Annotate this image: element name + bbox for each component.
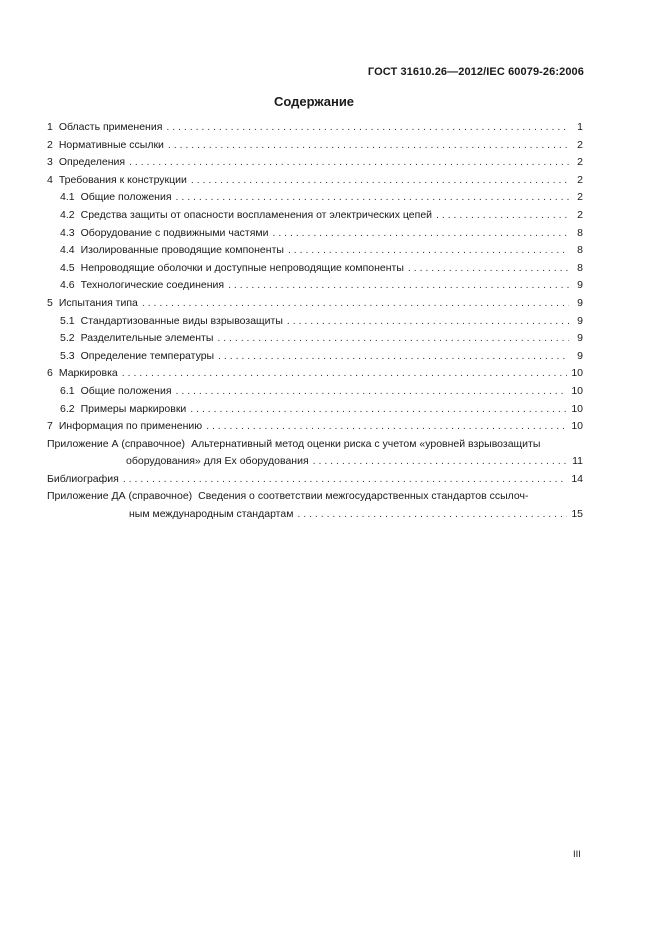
toc-entry-number: 1 <box>47 121 53 133</box>
toc-entry-title: Определение температуры <box>80 349 215 362</box>
toc-entry-page: 8 <box>577 226 583 239</box>
toc-entry-number: 5.3 <box>60 349 75 362</box>
toc-entry-number: 5 <box>47 296 53 309</box>
appendix-a-title-line2: оборудования» для Ex оборудования <box>126 455 309 468</box>
toc-leader-dots <box>123 473 567 485</box>
toc-leader-dots <box>168 139 569 151</box>
toc-leader-dots <box>218 350 569 362</box>
toc-leader-dots <box>190 403 567 415</box>
toc-entry-title: Технологические соединения <box>80 279 225 292</box>
toc-appendix-da[interactable] <box>47 490 583 525</box>
toc-leader-dots <box>217 332 569 344</box>
toc-entry-number: 4.1 <box>60 191 75 204</box>
toc-entry-title: Нормативные ссылки <box>58 138 164 151</box>
toc-entry[interactable] <box>47 227 583 245</box>
toc-entry-title: Область применения <box>58 121 163 133</box>
toc-entry[interactable] <box>47 367 583 385</box>
toc-entry[interactable] <box>47 121 583 139</box>
toc-entry-title: Разделительные элементы <box>80 332 214 345</box>
toc-entry-number: 6.1 <box>60 384 75 397</box>
toc-entry-page: 10 <box>571 367 583 380</box>
toc-entry-number: 6.2 <box>60 402 75 415</box>
appendix-da-title-line2: ным международным стандартам <box>129 508 294 521</box>
toc-entry-page: 9 <box>577 349 583 362</box>
toc-leader-dots <box>288 244 569 256</box>
toc-entry-title: Непроводящие оболочки и доступные непроводящие компоненты <box>80 261 404 274</box>
toc-leader-dots <box>122 367 568 379</box>
toc-entry[interactable] <box>47 209 583 227</box>
toc-entry-page: 9 <box>577 332 583 345</box>
toc-entry[interactable] <box>47 350 583 368</box>
toc-entry-page: 10 <box>571 402 583 415</box>
toc-entry-title: Стандартизованные виды взрывозащиты <box>80 314 283 327</box>
toc-entry-page: 10 <box>571 384 583 397</box>
toc-entry-page: 10 <box>571 420 583 433</box>
toc-leader-dots <box>142 297 569 309</box>
toc-leader-dots <box>191 174 569 186</box>
toc-entry[interactable] <box>47 139 583 157</box>
bibliography-label: Библиография <box>47 472 119 485</box>
toc-entry-page: 2 <box>577 191 583 204</box>
toc-entry-title: Средства защиты от опасности воспламенения от электрических цепей <box>80 208 433 221</box>
toc-appendix-a[interactable] <box>47 438 583 473</box>
toc-entry[interactable] <box>47 403 583 421</box>
toc-entry-number: 5.2 <box>60 332 75 345</box>
toc-entry-title: Определения <box>58 156 126 169</box>
toc-entry-page: 2 <box>577 138 583 151</box>
toc-entry-page: 8 <box>577 261 583 274</box>
toc-entry[interactable] <box>47 315 583 333</box>
toc-entry-number: 4.2 <box>60 208 75 221</box>
toc-entry-title: Испытания типа <box>58 296 138 309</box>
toc-leader-dots <box>228 279 569 291</box>
toc-entry-number: 4.6 <box>60 279 75 292</box>
appendix-a-title-line1: Альтернативный метод оценки риска с учетом «уровней взрывозащиты <box>191 437 541 450</box>
appendix-a-label: Приложение А (справочное) <box>47 437 186 450</box>
toc-entry[interactable] <box>47 174 583 192</box>
toc-entry-page: 2 <box>577 173 583 186</box>
toc-leader-dots <box>272 227 569 239</box>
toc-entry-title: Примеры маркировки <box>80 402 187 415</box>
toc-leader-dots <box>206 420 567 432</box>
toc-entry[interactable] <box>47 191 583 209</box>
toc-entry-number: 4.3 <box>60 226 75 239</box>
toc-entry[interactable] <box>47 332 583 350</box>
toc-entry-number: 4.4 <box>60 244 75 257</box>
toc-leader-dots <box>287 315 569 327</box>
toc-entry-page: 2 <box>577 156 583 169</box>
toc-entry-title: Оборудование с подвижными частями <box>80 226 269 239</box>
toc-leader-dots <box>297 508 567 520</box>
appendix-a-page: 11 <box>572 455 583 468</box>
table-of-contents <box>47 121 583 526</box>
toc-bibliography[interactable] <box>47 473 583 491</box>
toc-entry-title: Изолированные проводящие компоненты <box>80 244 284 257</box>
toc-entry-page: 8 <box>577 244 583 257</box>
toc-entry[interactable] <box>47 262 583 280</box>
toc-entry[interactable] <box>47 385 583 403</box>
toc-entry-page: 9 <box>577 279 583 292</box>
toc-entry-number: 5.1 <box>60 314 75 327</box>
toc-entry-page: 2 <box>577 208 583 221</box>
toc-entries <box>47 121 583 438</box>
document-header: ГОСТ 31610.26—2012/IEC 60079-26:2006 <box>367 66 584 78</box>
appendix-da-page: 15 <box>571 508 583 521</box>
toc-entry-title: Общие положения <box>80 384 172 397</box>
page-number: III <box>573 849 581 860</box>
toc-entry-number: 6 <box>47 367 53 380</box>
toc-entry-number: 4 <box>47 173 53 186</box>
toc-leader-dots <box>408 262 569 274</box>
toc-leader-dots <box>129 156 569 168</box>
toc-leader-dots <box>176 385 568 397</box>
toc-leader-dots <box>436 209 569 221</box>
toc-entry[interactable] <box>47 279 583 297</box>
toc-entry-number: 3 <box>47 156 53 169</box>
bibliography-page: 14 <box>571 472 583 485</box>
toc-entry-title: Общие положения <box>80 191 172 204</box>
toc-entry-title: Требования к конструкции <box>58 173 187 186</box>
toc-leader-dots <box>176 191 569 203</box>
toc-entry-title: Маркировка <box>58 367 118 380</box>
toc-entry-number: 4.5 <box>60 261 75 274</box>
toc-entry-page: 9 <box>577 296 583 309</box>
toc-entry-number: 7 <box>47 420 53 433</box>
toc-entry-title: Информация по применению <box>58 420 203 433</box>
toc-leader-dots <box>313 455 568 467</box>
toc-entry[interactable] <box>47 420 583 438</box>
appendix-da-title-line1: Сведения о соответствии межгосударственных стандартов ссылоч- <box>198 490 529 503</box>
toc-entry[interactable] <box>47 244 583 262</box>
appendix-da-label: Приложение ДА (справочное) <box>47 490 193 503</box>
toc-entry[interactable] <box>47 156 583 174</box>
toc-entry-page: 9 <box>577 314 583 327</box>
toc-entry[interactable] <box>47 297 583 315</box>
toc-entry-page: 1 <box>577 121 583 133</box>
toc-title: Содержание <box>273 94 355 109</box>
toc-entry-number: 2 <box>47 138 53 151</box>
toc-leader-dots <box>166 121 569 133</box>
